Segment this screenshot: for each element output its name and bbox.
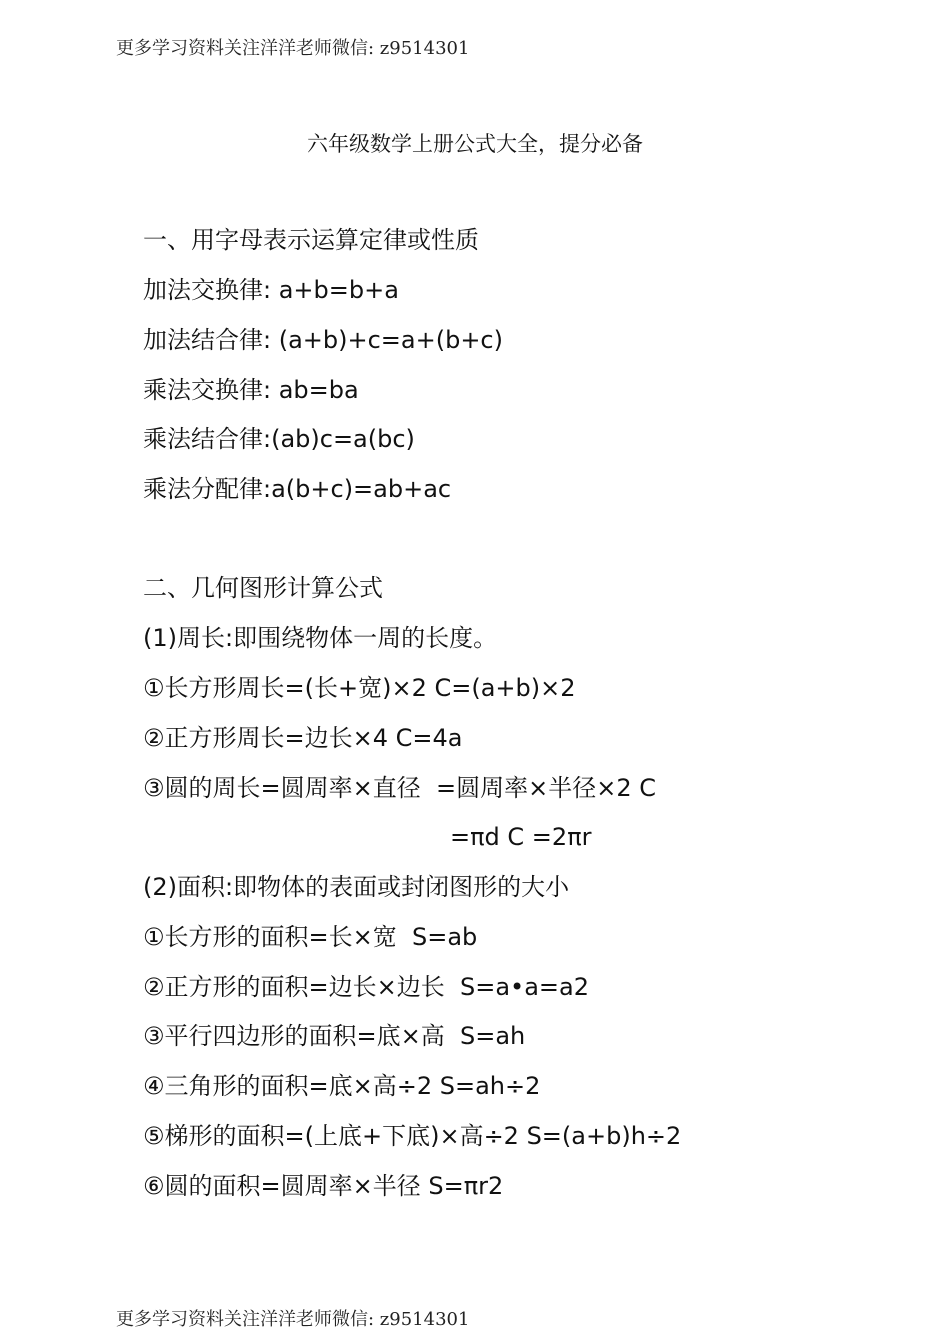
formula-square-area: ②正方形的面积=边长×边长 S=a•a=a2 bbox=[143, 973, 589, 1001]
formula-multiplication-commutative: 乘法交换律: ab=ba bbox=[143, 376, 359, 404]
page-footer-watermark: 更多学习资料关注洋洋老师微信: z9514301 bbox=[116, 1309, 470, 1330]
formula-trapezoid-area: ⑤梯形的面积=(上底+下底)×高÷2 S=(a+b)h÷2 bbox=[143, 1122, 682, 1150]
formula-triangle-area: ④三角形的面积=底×高÷2 S=ah÷2 bbox=[143, 1072, 541, 1100]
formula-square-perimeter: ②正方形周长=边长×4 C=4a bbox=[143, 724, 463, 752]
section2-heading: 二、几何图形计算公式 bbox=[143, 574, 383, 602]
formula-addition-commutative: 加法交换律: a+b=b+a bbox=[143, 276, 399, 304]
section1-heading: 一、用字母表示运算定律或性质 bbox=[143, 226, 479, 254]
formula-rectangle-area: ①长方形的面积=长×宽 S=ab bbox=[143, 923, 478, 951]
formula-multiplication-distributive: 乘法分配律:a(b+c)=ab+ac bbox=[143, 475, 452, 503]
formula-circle-area: ⑥圆的面积=圆周率×半径 S=πr2 bbox=[143, 1172, 504, 1200]
area-intro: (2)面积:即物体的表面或封闭图形的大小 bbox=[143, 873, 570, 901]
formula-circle-perimeter-continued: =πd C =2πr bbox=[450, 823, 592, 851]
perimeter-intro: (1)周长:即围绕物体一周的长度。 bbox=[143, 624, 498, 652]
document-title: 六年级数学上册公式大全，提分必备 bbox=[307, 132, 643, 156]
formula-multiplication-associative: 乘法结合律:(ab)c=a(bc) bbox=[143, 425, 415, 453]
formula-rectangle-perimeter: ①长方形周长=(长+宽)×2 C=(a+b)×2 bbox=[143, 674, 576, 702]
formula-parallelogram-area: ③平行四边形的面积=底×高 S=ah bbox=[143, 1022, 526, 1050]
page-header-watermark: 更多学习资料关注洋洋老师微信: z9514301 bbox=[116, 38, 470, 59]
formula-addition-associative: 加法结合律: (a+b)+c=a+(b+c) bbox=[143, 326, 503, 354]
formula-circle-perimeter: ③圆的周长=圆周率×直径 =圆周率×半径×2 C bbox=[143, 774, 656, 802]
